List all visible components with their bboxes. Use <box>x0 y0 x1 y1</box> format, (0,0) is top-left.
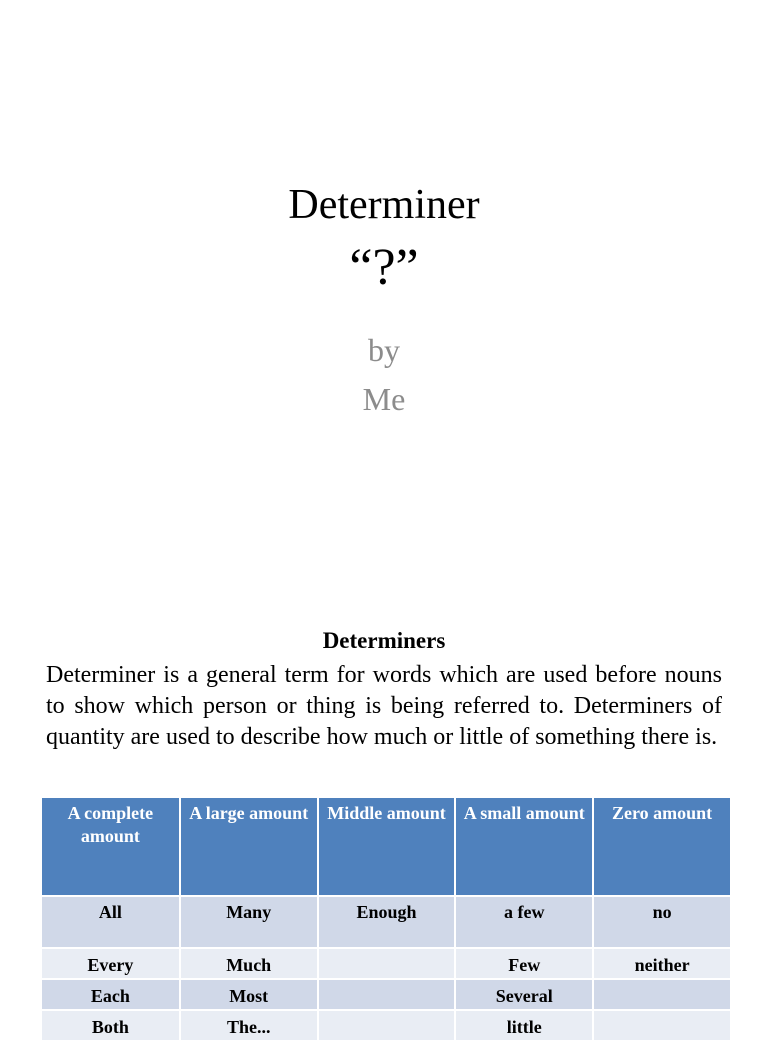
table-cell: no <box>593 896 731 948</box>
header-zero-amount: Zero amount <box>593 798 731 896</box>
table-header-row <box>42 798 731 896</box>
table-cell: little <box>455 1010 593 1041</box>
table-cell <box>318 948 456 979</box>
subtitle-author: Me <box>362 381 406 417</box>
table-cell: Many <box>180 896 318 948</box>
table-cell: Most <box>180 979 318 1010</box>
determiners-table <box>42 798 732 1042</box>
table-cell: Enough <box>318 896 456 948</box>
table-cell <box>593 979 731 1010</box>
table-cell: Few <box>455 948 593 979</box>
table-cell: neither <box>593 948 731 979</box>
table-cell: a few <box>455 896 593 948</box>
definition-paragraph: Determiner is a general term for words which are used before nouns to show which person or thing is being referred to. Determiners of quantity are used to describe how much or little of something there is. <box>46 662 722 750</box>
slide-title: Determiner <box>288 182 480 228</box>
table-cell <box>593 1010 731 1041</box>
table-row <box>42 896 731 948</box>
table-cell: Each <box>42 979 180 1010</box>
header-complete-amount: A complete amount <box>42 798 180 896</box>
table-cell: Both <box>42 1010 180 1041</box>
table-cell <box>318 1010 456 1041</box>
table-row <box>42 948 731 979</box>
table-cell: All <box>42 896 180 948</box>
title-quote-mark: “?” <box>349 239 419 296</box>
table-cell <box>318 979 456 1010</box>
subtitle-by: by <box>368 332 400 368</box>
table-cell: Much <box>180 948 318 979</box>
table-cell: Every <box>42 948 180 979</box>
table-row <box>42 1010 731 1041</box>
content-heading: Determiners <box>322 628 446 653</box>
content-slide <box>0 576 768 1037</box>
header-small-amount: A small amount <box>455 798 593 896</box>
table-cell: The... <box>180 1010 318 1041</box>
table-row <box>42 979 731 1010</box>
header-large-amount: A large amount <box>180 798 318 896</box>
table-cell: Several <box>455 979 593 1010</box>
header-middle-amount: Middle amount <box>318 798 456 896</box>
